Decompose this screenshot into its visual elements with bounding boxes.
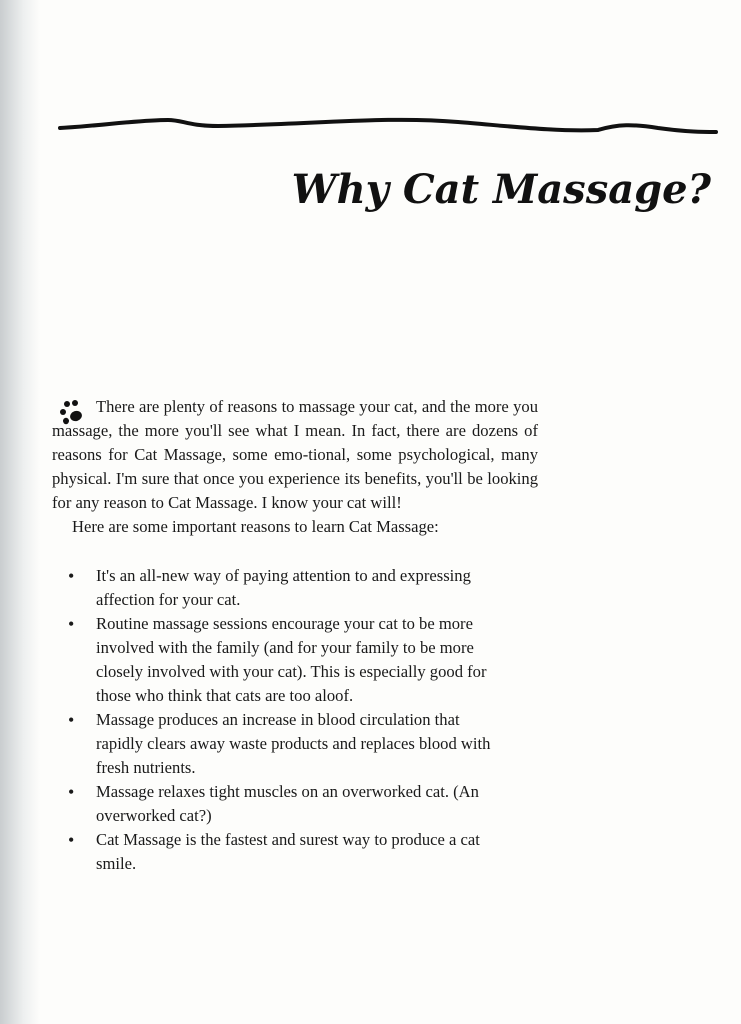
body-text [52,395,538,876]
bullet: • [68,710,75,730]
bullet: • [68,830,75,850]
list-item: • Massage produces an increase in blood circulation that rapidly clears away waste products and replaces blood with fresh nutrients. [68,710,491,777]
wavy-divider [58,112,718,142]
lead-paragraph: Here are some important reasons to learn Cat Massage: [72,517,439,536]
page-title: Why Cat Massage? [291,166,711,213]
bullet: • [68,614,75,634]
page-gutter-shadow [0,0,40,1024]
bullet: • [68,782,75,802]
list-item: • Routine massage sessions encourage your cat to be more involved with the family (and for your family to be more closely involved with your cat). This is especially good for those who think that cats are too aloof. [68,614,487,705]
list-item: • Cat Massage is the fastest and surest way to produce a cat smile. [68,830,480,873]
reasons-list [52,564,538,876]
bullet: • [68,566,75,586]
intro-paragraph: There are plenty of reasons to massage your cat, and the more you massage, the more you'll see what I mean. In fact, there are dozens of reasons for Cat Massage, some emo-tional, some psychological, many physical. I'm sure that once you experience its benefits, you'll be looking for any reason to Cat Massage. I know your cat will! [52,397,538,512]
list-item: • Massage relaxes tight muscles on an overworked cat. (An overworked cat?) [68,782,479,825]
list-item: • It's an all-new way of paying attention to and expressing affection for your cat. [68,566,471,609]
